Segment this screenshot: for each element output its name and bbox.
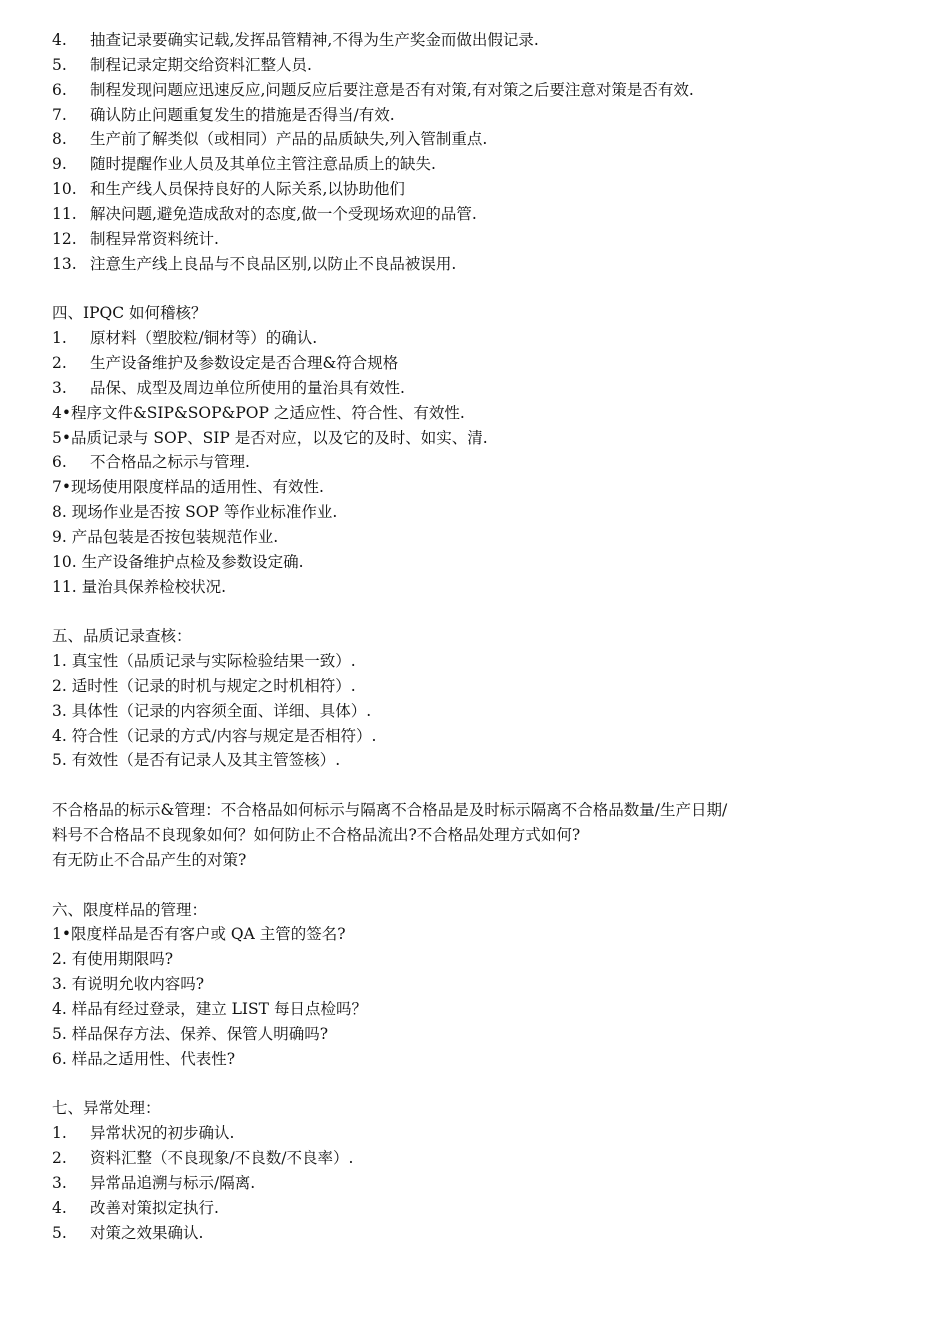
list-item — [52, 127, 912, 152]
list-item-number: 5. — [52, 1223, 67, 1242]
list-item-number: 12. — [52, 229, 77, 248]
list-item-text: 品保、成型及周边单位所使用的量治具有效性. — [90, 378, 405, 397]
list-item-text: 抽查记录要确实记载,发挥品管精神,不得为生产奖金而做出假记录. — [90, 31, 539, 49]
section-limit-samples — [52, 898, 912, 1072]
list-item-text: 异常品追溯与标示/隔离. — [90, 1173, 256, 1192]
list-item-text: 7•现场使用限度样品的适用性、有效性. — [52, 478, 324, 497]
list-item-text: 9. 产品包装是否按包装规范作业. — [52, 527, 279, 546]
list-item-text: 3. 具体性（记录的内容须全面、详细、具体）. — [52, 701, 372, 720]
list-item — [52, 152, 912, 177]
list-item-text: 6. 样品之适用性、代表性? — [52, 1049, 236, 1068]
list-item — [52, 575, 912, 600]
list-item-number: 11. — [52, 204, 77, 223]
list-item — [52, 252, 912, 277]
paragraph-spacer — [52, 599, 912, 624]
document-body — [52, 28, 912, 1245]
list-item — [52, 177, 912, 202]
list-item-number: 1. — [52, 329, 67, 348]
list-item-number: 3. — [52, 1173, 67, 1192]
list-item — [52, 401, 912, 426]
list-item — [52, 500, 912, 525]
list-item — [52, 1196, 912, 1221]
list-item-text: 2. 适时性（记录的时机与规定之时机相符）. — [52, 676, 356, 695]
list-item — [52, 1171, 912, 1196]
list-item-text: 4. 符合性（记录的方式/内容与规定是否相符）. — [52, 726, 377, 745]
list-item — [52, 525, 912, 550]
list-item-number: 7. — [52, 105, 67, 124]
list-item-number: 4. — [52, 31, 67, 49]
list-item — [52, 202, 912, 227]
list-item-text: 1. 真宝性（品质记录与实际检验结果一致）. — [52, 652, 356, 671]
list-item — [52, 848, 912, 873]
list-item-text: 5. 样品保存方法、保养、保管人明确吗? — [52, 1024, 329, 1043]
list-item — [52, 1146, 912, 1171]
list-item — [52, 550, 912, 575]
list-item — [52, 1221, 912, 1246]
list-item-number: 9. — [52, 155, 67, 174]
list-item — [52, 823, 912, 848]
section-list-continued — [52, 28, 912, 276]
section-heading: 七、异常处理： — [52, 1099, 161, 1118]
list-item-number: 6. — [52, 80, 67, 99]
list-item-text: 资料汇整（不良现象/不良数/不良率）. — [90, 1148, 354, 1167]
list-item — [52, 724, 912, 749]
list-item — [52, 450, 912, 475]
list-item-text: 制程记录定期交给资料汇整人员. — [90, 55, 312, 74]
list-item — [52, 947, 912, 972]
list-item — [52, 922, 912, 947]
list-item-text: 1•限度样品是否有客户或 QA 主管的签名? — [52, 925, 346, 944]
list-item-text: 有无防止不合品产生的对策? — [52, 850, 247, 869]
list-item-text: 2. 有使用期限吗? — [52, 950, 174, 969]
list-item-number: 3. — [52, 378, 67, 397]
list-item-text: 11. 量治具保养检校状况. — [52, 577, 227, 596]
list-item-text: 制程发现问题应迅速反应,问题反应后要注意是否有对策,有对策之后要注意对策是否有效. — [90, 80, 694, 99]
list-item-text: 制程异常资料统计. — [90, 229, 219, 248]
section-exception-handling — [52, 1096, 912, 1245]
list-item-number: 10. — [52, 180, 77, 199]
list-item — [52, 376, 912, 401]
list-item-text: 4•程序文件&SIP&SOP&POP 之适应性、符合性、有效性. — [52, 403, 465, 422]
list-item-number: 4. — [52, 1198, 67, 1217]
list-item-text: 5•品质记录与 SOP、SIP 是否对应，以及它的及时、如实、清. — [52, 428, 488, 447]
list-item-text: 改善对策拟定执行. — [90, 1198, 219, 1217]
list-item — [52, 78, 912, 103]
section-ipqc-audit — [52, 301, 912, 599]
list-item-text: 生产设备维护及参数设定是否合理&符合规格 — [90, 353, 399, 372]
list-item — [52, 674, 912, 699]
list-item — [52, 1047, 912, 1072]
section-nonconforming — [52, 798, 912, 873]
paragraph-spacer — [52, 773, 912, 798]
list-item — [52, 53, 912, 78]
list-item-text: 3. 有说明允收内容吗? — [52, 975, 205, 994]
list-item — [52, 227, 912, 252]
list-item — [52, 1121, 912, 1146]
list-item-text: 注意生产线上良品与不良品区别,以防止不良品被误用. — [90, 254, 457, 273]
list-item-text: 10. 生产设备维护点检及参数设定确. — [52, 552, 304, 571]
list-item — [52, 351, 912, 376]
paragraph-spacer — [52, 276, 912, 301]
list-item-number: 2. — [52, 1148, 67, 1167]
list-item-number: 8. — [52, 130, 67, 149]
section-heading: 五、品质记录查核： — [52, 627, 192, 646]
list-item-number: 2. — [52, 353, 67, 372]
paragraph-spacer — [52, 1071, 912, 1096]
list-item-text: 和生产线人员保持良好的人际关系,以协助他们 — [90, 180, 405, 199]
list-item — [52, 475, 912, 500]
list-item-text: 解决问题,避免造成敌对的态度,做一个受现场欢迎的品管. — [90, 204, 477, 223]
list-item — [52, 972, 912, 997]
list-item-text: 对策之效果确认. — [90, 1223, 204, 1242]
list-item-text: 8. 现场作业是否按 SOP 等作业标准作业. — [52, 503, 338, 522]
list-item-text: 生产前了解类似（或相同）产品的品质缺失,列入管制重点. — [90, 130, 488, 149]
list-item-number: 6. — [52, 453, 67, 472]
list-item — [52, 326, 912, 351]
list-item-text: 原材料（塑胶粒/铜材等）的确认. — [90, 329, 318, 348]
list-item-number: 1. — [52, 1124, 67, 1143]
paragraph-spacer — [52, 873, 912, 898]
list-item-number: 5. — [52, 55, 67, 74]
list-item-text: 不合格品的标示&管理：不合格品如何标示与隔离不合格品是及时标示隔离不合格品数量/生产日期/ — [52, 801, 728, 820]
list-item-text: 不合格品之标示与管理. — [90, 453, 250, 472]
list-item-text: 料号不合格品不良现象如何？如何防止不合格品流出?不合格品处理方式如何? — [52, 826, 581, 844]
list-item — [52, 997, 912, 1022]
list-item — [52, 798, 912, 823]
list-item — [52, 103, 912, 128]
list-item-text: 确认防止问题重复发生的措施是否得当/有效. — [90, 105, 395, 124]
list-item — [52, 649, 912, 674]
list-item-text: 随时提醒作业人员及其单位主管注意品质上的缺失. — [90, 155, 436, 174]
section-heading: 四、IPQC 如何稽核？ — [52, 304, 207, 323]
list-item — [52, 28, 912, 53]
list-item-number: 13. — [52, 254, 77, 273]
list-item-text: 异常状况的初步确认. — [90, 1124, 235, 1143]
list-item-text: 5. 有效性（是否有记录人及其主管签核）. — [52, 751, 341, 770]
list-item-text: 4. 样品有经过登录，建立 LIST 每日点检吗？ — [52, 999, 367, 1018]
section-quality-records — [52, 624, 912, 773]
list-item — [52, 748, 912, 773]
list-item — [52, 1022, 912, 1047]
list-item — [52, 699, 912, 724]
list-item — [52, 426, 912, 451]
section-heading: 六、限度样品的管理： — [52, 900, 208, 919]
